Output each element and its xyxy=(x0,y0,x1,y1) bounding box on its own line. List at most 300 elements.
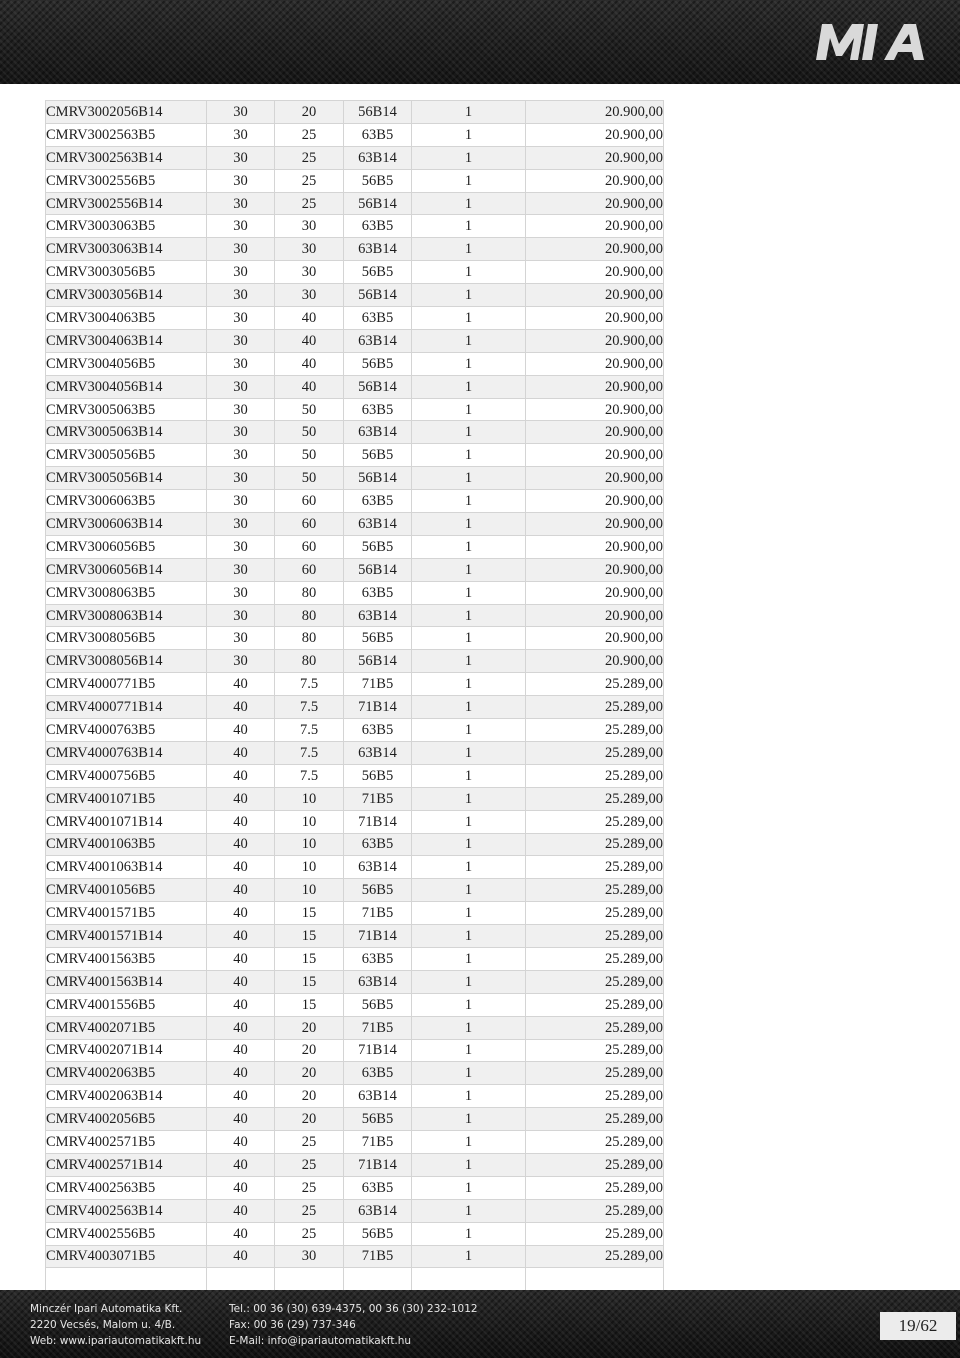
cell-qty: 1 xyxy=(412,558,526,581)
cell-price: 25.289,00 xyxy=(526,1199,664,1222)
cell-col-3: 20 xyxy=(275,1085,344,1108)
cell-price: 20.900,00 xyxy=(526,558,664,581)
footer-tel: Tel.: 00 36 (30) 639-4375, 00 36 (30) 232-1012 xyxy=(229,1303,478,1315)
table-row xyxy=(46,215,664,238)
cell-qty: 1 xyxy=(412,352,526,375)
cell-flange: 63B14 xyxy=(344,513,412,536)
footer-email[interactable]: E-Mail: info@ipariautomatikakft.hu xyxy=(229,1335,412,1347)
cell-col-2: 30 xyxy=(207,192,275,215)
footer-company-name: Minczér Ipari Automatika Kft. xyxy=(30,1303,183,1315)
cell-col-2: 30 xyxy=(207,513,275,536)
cell-price: 20.900,00 xyxy=(526,581,664,604)
table-row xyxy=(46,925,664,948)
cell-col-2: 40 xyxy=(207,947,275,970)
cell-col-3: 7.5 xyxy=(275,741,344,764)
cell-price: 20.900,00 xyxy=(526,284,664,307)
cell-col-3: 25 xyxy=(275,1153,344,1176)
table-row xyxy=(46,1085,664,1108)
cell-qty: 1 xyxy=(412,925,526,948)
cell-col-3: 50 xyxy=(275,444,344,467)
cell-price: 20.900,00 xyxy=(526,398,664,421)
cell-qty xyxy=(412,1268,526,1291)
cell-col-2: 30 xyxy=(207,123,275,146)
cell-flange: 56B14 xyxy=(344,467,412,490)
cell-col-3: 10 xyxy=(275,833,344,856)
cell-part-number: CMRV3006056B5 xyxy=(46,535,207,558)
cell-col-2: 40 xyxy=(207,1153,275,1176)
cell-col-2: 30 xyxy=(207,352,275,375)
cell-col-3: 10 xyxy=(275,810,344,833)
cell-col-3: 10 xyxy=(275,787,344,810)
cell-col-3: 50 xyxy=(275,467,344,490)
cell-part-number: CMRV3003063B5 xyxy=(46,215,207,238)
cell-flange: 63B5 xyxy=(344,1176,412,1199)
cell-part-number: CMRV3008063B5 xyxy=(46,581,207,604)
cell-col-3: 15 xyxy=(275,902,344,925)
table-row xyxy=(46,444,664,467)
cell-price: 25.289,00 xyxy=(526,1131,664,1154)
cell-part-number: CMRV4002056B5 xyxy=(46,1108,207,1131)
table-row xyxy=(46,879,664,902)
cell-part-number: CMRV3002556B14 xyxy=(46,192,207,215)
cell-col-2: 30 xyxy=(207,238,275,261)
cell-col-3: 50 xyxy=(275,398,344,421)
cell-qty: 1 xyxy=(412,1039,526,1062)
cell-price: 20.900,00 xyxy=(526,307,664,330)
table-row xyxy=(46,1222,664,1245)
cell-price: 20.900,00 xyxy=(526,261,664,284)
cell-col-3: 7.5 xyxy=(275,764,344,787)
cell-col-2: 40 xyxy=(207,810,275,833)
table-row xyxy=(46,1016,664,1039)
table-row xyxy=(46,810,664,833)
cell-flange: 63B14 xyxy=(344,1199,412,1222)
cell-col-2: 40 xyxy=(207,879,275,902)
cell-flange: 56B5 xyxy=(344,627,412,650)
table-row xyxy=(46,101,664,124)
cell-qty: 1 xyxy=(412,215,526,238)
cell-flange: 71B5 xyxy=(344,1131,412,1154)
page-footer xyxy=(0,1290,960,1358)
cell-qty: 1 xyxy=(412,604,526,627)
cell-col-2: 30 xyxy=(207,627,275,650)
cell-col-3: 30 xyxy=(275,238,344,261)
cell-price: 25.289,00 xyxy=(526,1176,664,1199)
cell-col-2: 30 xyxy=(207,444,275,467)
cell-col-2: 40 xyxy=(207,1108,275,1131)
table-row xyxy=(46,741,664,764)
cell-qty: 1 xyxy=(412,1085,526,1108)
cell-qty: 1 xyxy=(412,1062,526,1085)
cell-flange: 63B5 xyxy=(344,490,412,513)
cell-flange: 71B14 xyxy=(344,696,412,719)
cell-part-number: CMRV4002571B5 xyxy=(46,1131,207,1154)
cell-price: 25.289,00 xyxy=(526,1039,664,1062)
cell-qty: 1 xyxy=(412,1153,526,1176)
table-row xyxy=(46,284,664,307)
cell-price: 25.289,00 xyxy=(526,1222,664,1245)
cell-flange: 63B14 xyxy=(344,238,412,261)
table-row xyxy=(46,513,664,536)
table-row xyxy=(46,1131,664,1154)
cell-part-number: CMRV4002563B14 xyxy=(46,1199,207,1222)
cell-part-number: CMRV4001063B14 xyxy=(46,856,207,879)
cell-col-3: 7.5 xyxy=(275,673,344,696)
cell-qty: 1 xyxy=(412,284,526,307)
cell-flange: 56B5 xyxy=(344,879,412,902)
cell-flange: 63B5 xyxy=(344,398,412,421)
cell-part-number: CMRV3003056B5 xyxy=(46,261,207,284)
table-row xyxy=(46,398,664,421)
table-row xyxy=(46,1108,664,1131)
cell-col-3: 25 xyxy=(275,1222,344,1245)
cell-qty: 1 xyxy=(412,1245,526,1268)
cell-qty: 1 xyxy=(412,627,526,650)
cell-col-2: 30 xyxy=(207,490,275,513)
table-row xyxy=(46,650,664,673)
cell-flange: 56B5 xyxy=(344,1222,412,1245)
cell-flange: 63B14 xyxy=(344,741,412,764)
cell-col-2: 40 xyxy=(207,696,275,719)
cell-qty: 1 xyxy=(412,993,526,1016)
cell-price: 20.900,00 xyxy=(526,467,664,490)
cell-col-3: 25 xyxy=(275,123,344,146)
cell-col-2: 30 xyxy=(207,329,275,352)
table-row xyxy=(46,490,664,513)
cell-price: 20.900,00 xyxy=(526,146,664,169)
cell-part-number: CMRV4000756B5 xyxy=(46,764,207,787)
cell-col-2: 30 xyxy=(207,467,275,490)
cell-qty: 1 xyxy=(412,375,526,398)
table-row xyxy=(46,535,664,558)
cell-flange: 56B5 xyxy=(344,444,412,467)
cell-price: 20.900,00 xyxy=(526,215,664,238)
cell-flange: 71B14 xyxy=(344,810,412,833)
cell-col-2: 30 xyxy=(207,375,275,398)
cell-part-number: CMRV3005056B5 xyxy=(46,444,207,467)
cell-price: 20.900,00 xyxy=(526,101,664,124)
cell-col-2: 40 xyxy=(207,1176,275,1199)
cell-flange: 56B5 xyxy=(344,169,412,192)
cell-price: 25.289,00 xyxy=(526,993,664,1016)
cell-price: 25.289,00 xyxy=(526,673,664,696)
table-row xyxy=(46,1268,664,1291)
cell-flange: 71B5 xyxy=(344,1245,412,1268)
cell-col-2: 40 xyxy=(207,1062,275,1085)
cell-flange: 56B5 xyxy=(344,535,412,558)
cell-col-2: 40 xyxy=(207,1016,275,1039)
cell-flange: 56B5 xyxy=(344,764,412,787)
cell-qty: 1 xyxy=(412,169,526,192)
cell-qty: 1 xyxy=(412,146,526,169)
table-row xyxy=(46,238,664,261)
cell-price: 25.289,00 xyxy=(526,1016,664,1039)
cell-col-2: 40 xyxy=(207,673,275,696)
cell-part-number: CMRV3005056B14 xyxy=(46,467,207,490)
cell-col-3: 20 xyxy=(275,1016,344,1039)
cell-price: 25.289,00 xyxy=(526,947,664,970)
cell-col-2: 40 xyxy=(207,856,275,879)
cell-qty: 1 xyxy=(412,261,526,284)
cell-col-3: 40 xyxy=(275,375,344,398)
cell-qty: 1 xyxy=(412,490,526,513)
cell-part-number: CMRV3002556B5 xyxy=(46,169,207,192)
cell-price: 25.289,00 xyxy=(526,1245,664,1268)
cell-qty: 1 xyxy=(412,1176,526,1199)
cell-qty: 1 xyxy=(412,719,526,742)
cell-col-3: 25 xyxy=(275,1199,344,1222)
cell-flange: 63B14 xyxy=(344,421,412,444)
cell-part-number: CMRV4002571B14 xyxy=(46,1153,207,1176)
cell-part-number: CMRV3004056B14 xyxy=(46,375,207,398)
cell-col-2: 30 xyxy=(207,581,275,604)
cell-col-2 xyxy=(207,1268,275,1291)
cell-qty: 1 xyxy=(412,535,526,558)
cell-part-number: CMRV4001063B5 xyxy=(46,833,207,856)
cell-col-3 xyxy=(275,1268,344,1291)
cell-price: 25.289,00 xyxy=(526,1085,664,1108)
cell-col-2: 30 xyxy=(207,169,275,192)
cell-col-3: 15 xyxy=(275,970,344,993)
table-row xyxy=(46,467,664,490)
cell-col-3: 40 xyxy=(275,352,344,375)
cell-part-number: CMRV3004056B5 xyxy=(46,352,207,375)
cell-col-3: 60 xyxy=(275,490,344,513)
cell-col-3: 80 xyxy=(275,604,344,627)
cell-qty: 1 xyxy=(412,947,526,970)
cell-qty: 1 xyxy=(412,444,526,467)
cell-price: 20.900,00 xyxy=(526,627,664,650)
parts-table-body xyxy=(46,101,664,1291)
cell-price: 25.289,00 xyxy=(526,1108,664,1131)
table-row xyxy=(46,1176,664,1199)
cell-flange: 56B14 xyxy=(344,192,412,215)
cell-col-2: 30 xyxy=(207,604,275,627)
footer-contact-block xyxy=(229,1301,478,1349)
cell-price: 20.900,00 xyxy=(526,169,664,192)
cell-flange: 71B5 xyxy=(344,787,412,810)
cell-col-3: 7.5 xyxy=(275,719,344,742)
cell-flange: 63B14 xyxy=(344,146,412,169)
cell-flange: 71B14 xyxy=(344,925,412,948)
cell-qty: 1 xyxy=(412,238,526,261)
cell-qty: 1 xyxy=(412,123,526,146)
table-row xyxy=(46,169,664,192)
cell-col-3: 30 xyxy=(275,215,344,238)
cell-flange: 71B5 xyxy=(344,1016,412,1039)
cell-col-3: 25 xyxy=(275,169,344,192)
cell-part-number xyxy=(46,1268,207,1291)
cell-qty: 1 xyxy=(412,970,526,993)
cell-qty: 1 xyxy=(412,650,526,673)
cell-col-2: 40 xyxy=(207,833,275,856)
cell-flange: 71B5 xyxy=(344,673,412,696)
cell-col-2: 40 xyxy=(207,902,275,925)
cell-qty: 1 xyxy=(412,1016,526,1039)
table-row xyxy=(46,902,664,925)
table-row xyxy=(46,993,664,1016)
cell-part-number: CMRV3008056B5 xyxy=(46,627,207,650)
cell-col-2: 40 xyxy=(207,719,275,742)
cell-col-2: 30 xyxy=(207,307,275,330)
cell-price: 20.900,00 xyxy=(526,329,664,352)
cell-part-number: CMRV3004063B5 xyxy=(46,307,207,330)
cell-flange: 71B14 xyxy=(344,1039,412,1062)
cell-col-3: 25 xyxy=(275,192,344,215)
table-row xyxy=(46,261,664,284)
cell-flange: 63B5 xyxy=(344,1062,412,1085)
cell-part-number: CMRV3005063B5 xyxy=(46,398,207,421)
cell-price: 25.289,00 xyxy=(526,856,664,879)
cell-col-3: 80 xyxy=(275,650,344,673)
cell-price: 20.900,00 xyxy=(526,513,664,536)
table-row xyxy=(46,146,664,169)
cell-flange: 63B14 xyxy=(344,856,412,879)
cell-col-3: 30 xyxy=(275,1245,344,1268)
table-row xyxy=(46,1199,664,1222)
cell-col-3: 40 xyxy=(275,329,344,352)
footer-address: 2220 Vecsés, Malom u. 4/B. xyxy=(30,1319,176,1331)
table-row xyxy=(46,627,664,650)
table-row xyxy=(46,787,664,810)
cell-part-number: CMRV3002563B5 xyxy=(46,123,207,146)
cell-price: 25.289,00 xyxy=(526,764,664,787)
cell-price: 25.289,00 xyxy=(526,719,664,742)
cell-qty: 1 xyxy=(412,856,526,879)
table-row xyxy=(46,421,664,444)
cell-part-number: CMRV4002556B5 xyxy=(46,1222,207,1245)
footer-web[interactable]: Web: www.ipariautomatikakft.hu xyxy=(30,1335,202,1347)
cell-part-number: CMRV4002063B5 xyxy=(46,1062,207,1085)
cell-col-3: 30 xyxy=(275,261,344,284)
cell-flange: 63B5 xyxy=(344,719,412,742)
table-row xyxy=(46,1245,664,1268)
cell-part-number: CMRV4001071B14 xyxy=(46,810,207,833)
cell-part-number: CMRV4001563B14 xyxy=(46,970,207,993)
table-row xyxy=(46,764,664,787)
cell-col-3: 60 xyxy=(275,535,344,558)
table-row xyxy=(46,856,664,879)
cell-price: 25.289,00 xyxy=(526,902,664,925)
cell-price: 20.900,00 xyxy=(526,535,664,558)
cell-price: 25.289,00 xyxy=(526,925,664,948)
cell-col-3: 20 xyxy=(275,101,344,124)
cell-col-3: 7.5 xyxy=(275,696,344,719)
cell-col-2: 40 xyxy=(207,1085,275,1108)
cell-part-number: CMRV3006063B14 xyxy=(46,513,207,536)
cell-flange: 56B14 xyxy=(344,284,412,307)
table-row xyxy=(46,329,664,352)
cell-price: 20.900,00 xyxy=(526,444,664,467)
cell-flange: 56B5 xyxy=(344,352,412,375)
cell-qty: 1 xyxy=(412,1222,526,1245)
cell-flange: 63B14 xyxy=(344,1085,412,1108)
cell-qty: 1 xyxy=(412,192,526,215)
cell-part-number: CMRV4001071B5 xyxy=(46,787,207,810)
cell-part-number: CMRV3002056B14 xyxy=(46,101,207,124)
table-row xyxy=(46,1039,664,1062)
cell-col-3: 60 xyxy=(275,558,344,581)
cell-part-number: CMRV4003071B5 xyxy=(46,1245,207,1268)
cell-col-2: 40 xyxy=(207,764,275,787)
cell-qty: 1 xyxy=(412,329,526,352)
table-row xyxy=(46,1153,664,1176)
cell-qty: 1 xyxy=(412,1108,526,1131)
cell-col-2: 40 xyxy=(207,925,275,948)
cell-part-number: CMRV4001056B5 xyxy=(46,879,207,902)
cell-col-3: 80 xyxy=(275,627,344,650)
cell-col-3: 60 xyxy=(275,513,344,536)
cell-part-number: CMRV4001571B5 xyxy=(46,902,207,925)
cell-col-2: 40 xyxy=(207,1245,275,1268)
table-row xyxy=(46,833,664,856)
table-row xyxy=(46,673,664,696)
cell-part-number: CMRV3004063B14 xyxy=(46,329,207,352)
table-row xyxy=(46,375,664,398)
cell-flange: 56B14 xyxy=(344,558,412,581)
cell-flange xyxy=(344,1268,412,1291)
cell-col-2: 40 xyxy=(207,1199,275,1222)
cell-flange: 63B5 xyxy=(344,307,412,330)
cell-part-number: CMRV3003056B14 xyxy=(46,284,207,307)
cell-col-3: 25 xyxy=(275,1131,344,1154)
cell-qty: 1 xyxy=(412,764,526,787)
cell-price: 25.289,00 xyxy=(526,833,664,856)
cell-qty: 1 xyxy=(412,307,526,330)
cell-col-3: 20 xyxy=(275,1062,344,1085)
cell-col-2: 30 xyxy=(207,558,275,581)
cell-flange: 56B14 xyxy=(344,375,412,398)
cell-col-3: 25 xyxy=(275,1176,344,1199)
cell-price: 25.289,00 xyxy=(526,970,664,993)
cell-col-2: 30 xyxy=(207,535,275,558)
mia-logo xyxy=(812,8,930,68)
cell-col-2: 30 xyxy=(207,421,275,444)
cell-part-number: CMRV4001556B5 xyxy=(46,993,207,1016)
cell-flange: 63B14 xyxy=(344,329,412,352)
cell-flange: 63B14 xyxy=(344,970,412,993)
cell-qty: 1 xyxy=(412,902,526,925)
cell-price: 25.289,00 xyxy=(526,1153,664,1176)
cell-col-2: 30 xyxy=(207,650,275,673)
page-header xyxy=(0,0,960,84)
cell-flange: 71B5 xyxy=(344,902,412,925)
cell-qty: 1 xyxy=(412,741,526,764)
table-row xyxy=(46,947,664,970)
cell-col-3: 50 xyxy=(275,421,344,444)
cell-flange: 56B5 xyxy=(344,993,412,1016)
cell-flange: 71B14 xyxy=(344,1153,412,1176)
cell-part-number: CMRV4001563B5 xyxy=(46,947,207,970)
table-row xyxy=(46,581,664,604)
cell-flange: 63B14 xyxy=(344,604,412,627)
table-row xyxy=(46,970,664,993)
table-row xyxy=(46,1062,664,1085)
table-row xyxy=(46,307,664,330)
cell-qty: 1 xyxy=(412,421,526,444)
cell-price: 25.289,00 xyxy=(526,879,664,902)
cell-part-number: CMRV3002563B14 xyxy=(46,146,207,169)
cell-flange: 56B5 xyxy=(344,261,412,284)
cell-price: 25.289,00 xyxy=(526,1062,664,1085)
cell-col-2: 40 xyxy=(207,1039,275,1062)
cell-qty: 1 xyxy=(412,833,526,856)
cell-qty: 1 xyxy=(412,696,526,719)
cell-col-2: 30 xyxy=(207,101,275,124)
cell-qty: 1 xyxy=(412,1199,526,1222)
cell-price: 25.289,00 xyxy=(526,810,664,833)
cell-col-3: 40 xyxy=(275,307,344,330)
